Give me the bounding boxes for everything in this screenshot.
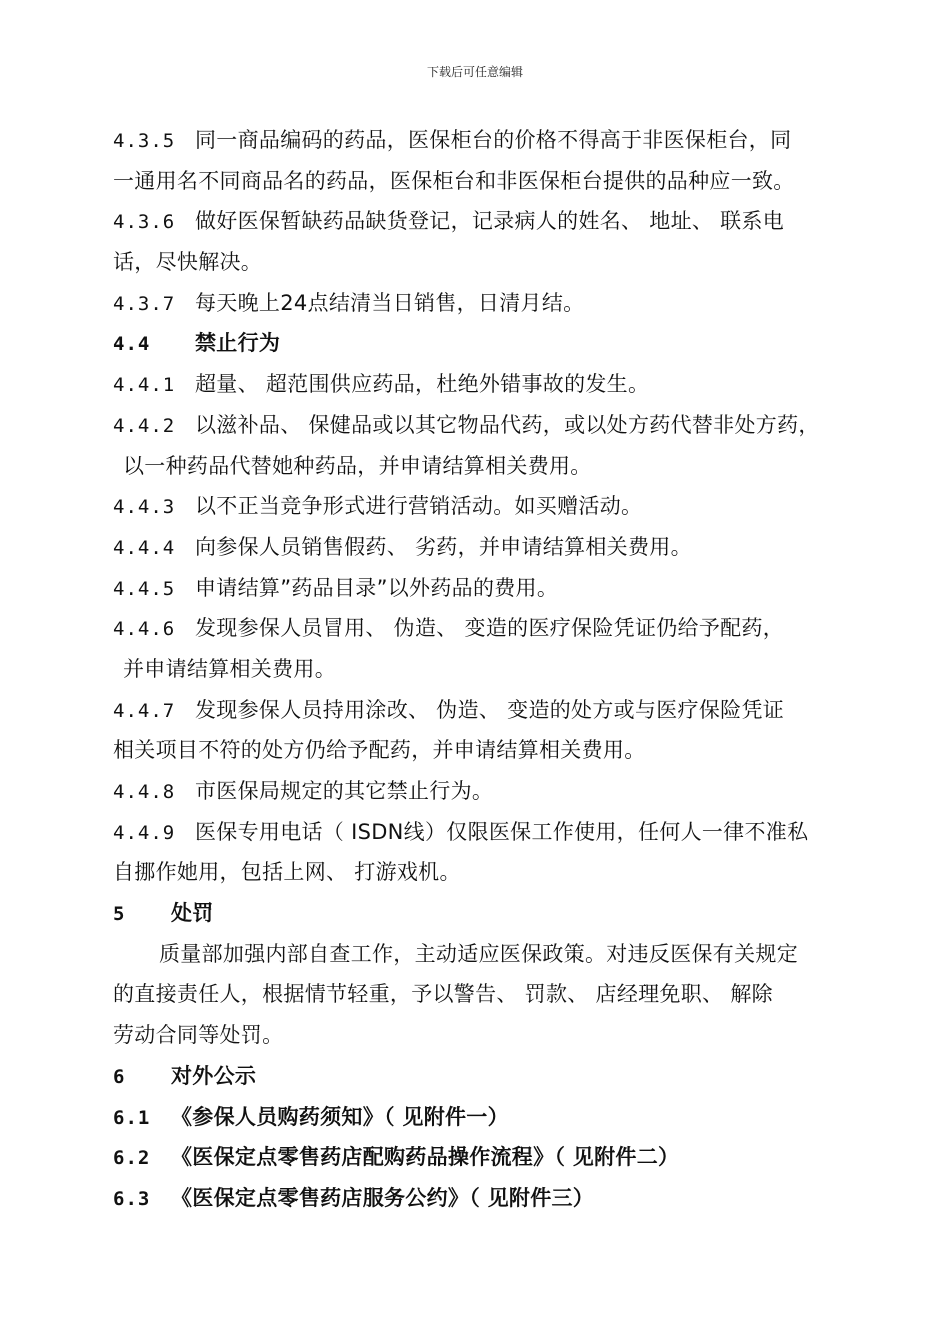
clause-4-4-2 [113,405,873,446]
clause-4-3-5 [113,120,873,161]
clause-text: 向参保人员销售假药、 劣药，并申请结算相关费用。 [195,534,692,559]
item-text: 《参保人员购药须知》（ 见附件一） [171,1104,509,1129]
clause-text: 以滋补品、 保健品或以其它物品代药，或以处方药代替非处方药， [195,412,820,437]
clause-4-4-9 [113,812,873,853]
clause-4-4-7 [113,690,873,731]
section-title: 对外公示 [171,1063,257,1088]
clause-text: 超量、 超范围供应药品，杜绝外错事故的发生。 [195,372,650,397]
clause-number: 4.3.6 [113,211,176,234]
paragraph-line [113,934,873,975]
clause-text: 相关项目不符的处方仍给予配药，并申请结算相关费用。 [113,738,646,763]
clause-text: 做好医保暂缺药品缺货登记，记录病人的姓名、 地址、 联系电 [195,209,785,234]
section-title: 禁止行为 [195,331,281,356]
paragraph-text: 的直接责任人，根据情节轻重，予以警告、 罚款、 店经理免职、 解除 [113,982,773,1007]
clause-number: 4.4.1 [113,374,176,397]
clause-4-3-7 [113,283,873,324]
paragraph-text: 劳动合同等处罚。 [113,1023,284,1048]
clause-continuation [113,446,873,487]
clause-text: 以不正当竞争形式进行营销活动。如买赠活动。 [195,494,643,519]
item-number: 6.3 [113,1187,151,1210]
clause-continuation [113,649,873,690]
paragraph-text: 质量部加强内部自查工作，主动适应医保政策。对违反医保有关规定 [159,941,798,966]
section-number: 5 [113,903,126,926]
section-6-heading [113,1056,873,1097]
clause-continuation [113,730,873,771]
clause-number: 4.4.7 [113,699,176,722]
clause-number: 4.4.9 [113,821,176,844]
item-text: 《医保定点零售药店配购药品操作流程》（ 见附件二） [171,1145,680,1170]
clause-4-4-8 [113,771,873,812]
clause-4-4-1 [113,364,873,405]
clause-number: 4.4.3 [113,496,176,519]
clause-4-4-5 [113,568,873,609]
clause-4-4-6 [113,608,873,649]
item-6-1 [113,1097,873,1138]
item-number: 6.2 [113,1147,151,1170]
clause-text: 发现参保人员冒用、 伪造、 变造的医疗保险凭证仍给予配药， [195,616,785,641]
clause-continuation [113,852,873,893]
clause-number: 4.4.4 [113,536,176,559]
clause-text: 自挪作她用，包括上网、 打游戏机。 [113,860,461,885]
clause-4-4-4 [113,527,873,568]
clause-text: 并申请结算相关费用。 [123,656,336,681]
clause-number: 4.3.5 [113,130,176,152]
clause-text: 以一种药品代替她种药品，并申请结算相关费用。 [123,453,592,478]
paragraph-line [113,1015,873,1056]
clause-text: 一通用名不同商品名的药品，医保柜台和非医保柜台提供的品种应一致。 [113,168,795,193]
clause-text: 发现参保人员持用涂改、 伪造、 变造的处方或与医疗保险凭证 [195,697,785,722]
clause-4-3-6 [113,201,873,242]
section-5-heading [113,893,873,934]
section-4-4-heading [113,323,873,364]
clause-text: 同一商品编码的药品，医保柜台的价格不得高于非医保柜台，同 [195,128,792,152]
clause-text: 申请结算”药品目录”以外药品的费用。 [195,575,559,600]
item-6-3 [113,1178,873,1219]
item-text: 《医保定点零售药店服务公约》（ 见附件三） [171,1185,595,1210]
clause-continuation [113,161,873,202]
document-body [113,120,873,1219]
section-number: 4.4 [113,333,151,356]
item-6-2 [113,1137,873,1178]
clause-text: 话，尽快解决。 [113,250,263,275]
clause-number: 4.3.7 [113,292,176,315]
clause-4-4-3 [113,486,873,527]
clause-number: 4.4.5 [113,577,176,600]
item-number: 6.1 [113,1106,151,1129]
section-number: 6 [113,1065,126,1088]
clause-text: 医保专用电话（ ISDN线）仅限医保工作使用，任何人一律不准私 [195,819,809,844]
clause-text: 每天晚上24点结清当日销售，日清月结。 [195,290,585,315]
clause-number: 4.4.8 [113,781,176,803]
clause-number: 4.4.6 [113,618,176,641]
section-title: 处罚 [171,901,214,926]
page-header: 下载后可任意编辑 [426,65,523,79]
paragraph-line [113,974,873,1015]
clause-number: 4.4.2 [113,414,176,437]
clause-text: 市医保局规定的其它禁止行为。 [195,779,494,803]
clause-continuation [113,242,873,283]
